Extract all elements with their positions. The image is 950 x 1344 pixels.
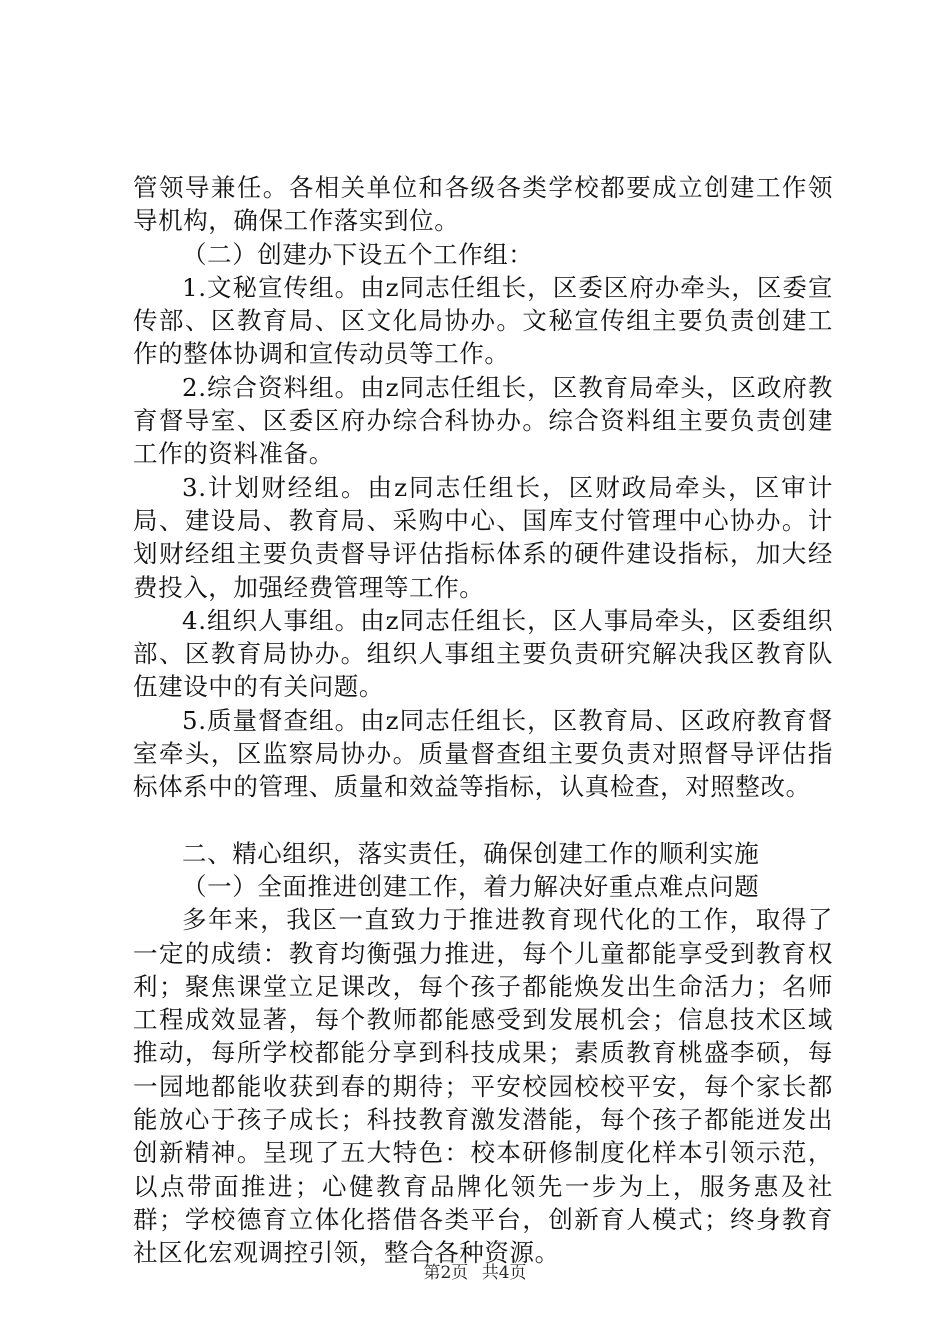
document-body	[133, 171, 833, 1270]
section-heading: 二、精心组织，落实责任，确保创建工作的顺利实施	[182, 838, 760, 868]
paragraph-gap	[133, 804, 833, 837]
paragraph-continuation: 管领导兼任。各相关单位和各级各类学校都要成立创建工作领导机构，确保工作落实到位。	[133, 173, 833, 236]
paragraph-group-5: 5.质量督查组。由z同志任组长，区教育局、区政府教育督室牵头，区监察局协办。质量督查组主要负责对照督导评估指标体系中的管理、质量和效益等指标，认真检查，对照整改。	[133, 705, 833, 802]
paragraph-body: 多年来，我区一直致力于推进教育现代化的工作，取得了一定的成绩：教育均衡强力推进，每个儿童都能享受到教育权利；聚焦课堂立足课改，每个孩子都能焕发出生命活力；名师工程成效显著，每个教师都能感受到发展机会；信息技术区域推动，每所学校都能分享到科技成果；素质教育桃盛李硕，每一园地都能收获到春的期待；平安校园校校平安，每个家长都能放心于孩子成长；科技教育激发潜能，每个孩子都能迸发出创新精神。呈现了五大特色：校本研修制度化样本引领示范，以点带面推进；心健教育品牌化领先一步为上，服务惠及社群；学校德育立体化搭借各类平台，创新育人模式；终身教育社区化宏观调控引领，整合各种资源。	[133, 905, 833, 1268]
paragraph-group-2: 2.综合资料组。由z同志任组长，区教育局牵头，区政府教育督导室、区委区府办综合科协办。综合资料组主要负责创建工作的资料准备。	[133, 372, 833, 469]
page-number: 第2页	[423, 1263, 469, 1283]
sub-heading: （一）全面推进创建工作，着力解决好重点难点问题	[182, 871, 760, 901]
paragraph-group-3: 3.计划财经组。由z同志任组长，区财政局牵头，区审计局、建设局、教育局、采购中心、国库支付管理中心协办。计划财经组主要负责督导评估指标体系的硬件建设指标，加大经费投入，加强经费管理等工作。	[133, 472, 833, 602]
page-footer	[0, 1262, 950, 1284]
paragraph-group-1: 1.文秘宣传组。由z同志任组长，区委区府办牵头，区委宣传部、区教育局、区文化局协办。文秘宣传组主要负责创建工作的整体协调和宣传动员等工作。	[133, 272, 833, 369]
paragraph-subheading-working-groups: （二）创建办下设五个工作组：	[182, 239, 534, 269]
paragraph-group-4: 4.组织人事组。由z同志任组长，区人事局牵头，区委组织部、区教育局协办。组织人事组主要负责研究解决我区教育队伍建设中的有关问题。	[133, 605, 833, 702]
page-total: 共4页	[481, 1263, 527, 1283]
